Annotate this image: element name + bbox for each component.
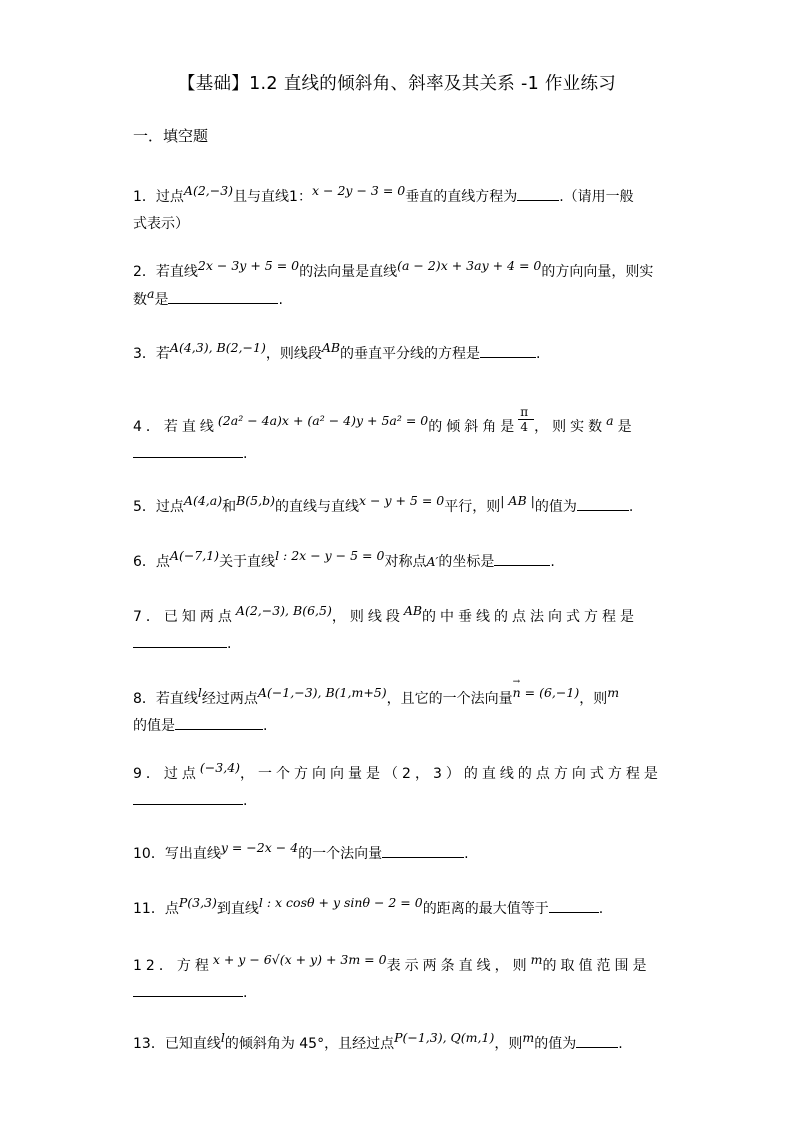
fraction-pi-over-4: $\frac{\pi}{4}$ <box>520 404 533 434</box>
answer-blank[interactable] <box>133 443 243 458</box>
question-8: 8．若直线l经过两点A(−1,−3), B(1,m+5)，且它的一个法向量→ n = (6,−1)，则m 的值是 . <box>133 685 663 740</box>
question-1: 1．过点A(2,−3)且与直线1：x − 2y − 3 = 0垂直的直线方程为 .（请用一般 式表示） <box>133 183 634 232</box>
math-expr: A(−1,−3), B(1,m+5) <box>257 685 387 700</box>
math-expr: A(−7,1) <box>169 548 220 563</box>
math-expr: → n = (6,−1) <box>513 679 580 706</box>
answer-blank[interactable] <box>133 790 243 805</box>
answer-blank[interactable] <box>133 633 227 648</box>
question-2: 2．若直线2x − 3y + 5 = 0的法向量是直线(a − 2)x + 3ay + 4 = 0的方向向量，则实 数a是 . <box>133 258 654 308</box>
answer-blank[interactable] <box>549 898 599 913</box>
math-expr: A(4,a) <box>183 493 223 508</box>
answer-blank[interactable] <box>168 289 278 304</box>
math-expr: A(2,−3), B(6,5) <box>235 603 332 618</box>
math-expr: (2a² − 4a)x + (a² − 4)y + 5a² = 0 <box>217 413 429 428</box>
question-6: 6．点A(−7,1)关于直线l : 2x − y − 5 = 0对称点A′的坐标是 . <box>133 548 555 570</box>
math-expr: m <box>522 1030 535 1045</box>
math-expr: l : x cosθ + y sinθ − 2 = 0 <box>258 895 423 910</box>
answer-blank[interactable] <box>577 496 629 511</box>
math-expr: A′ <box>426 554 439 569</box>
math-expr: a <box>147 286 155 301</box>
math-expr: x − 2y − 3 = 0 <box>311 183 406 198</box>
section-heading: 一．填空题 <box>133 127 209 145</box>
answer-blank[interactable] <box>494 551 550 566</box>
answer-blank[interactable] <box>175 715 263 730</box>
math-expr: l <box>220 1030 225 1045</box>
question-4: 4．若直线(2a² − 4a)x + (a² − 4)y + 5a² = 0的倾斜角是 $\frac{\pi}{4}$ ，则实数a是 . <box>133 404 636 462</box>
math-expr: a <box>606 413 618 428</box>
question-12: 12．方程x + y − 6√(x + y) + 3m = 0表示两条直线，则m的取值范围是 . <box>133 952 651 1001</box>
question-13: 13．已知直线l的倾斜角为 45°，且经过点P(−1,3), Q(m,1)，则m的值为 . <box>133 1030 623 1052</box>
math-expr: AB <box>321 340 341 355</box>
math-expr: m <box>530 952 543 967</box>
math-expr: A(2,−3) <box>183 183 234 198</box>
question-11: 11．点P(3,3)到直线l : x cosθ + y sinθ − 2 = 0的距离的最大值等于 . <box>133 895 604 917</box>
math-expr: m <box>607 685 620 700</box>
question-5: 5．过点A(4,a)和B(5,b)的直线与直线x − y + 5 = 0平行，则| AB |的值为 . <box>133 493 634 515</box>
math-expr: P(3,3) <box>178 895 217 910</box>
math-expr: 2x − 3y + 5 = 0 <box>197 258 300 273</box>
question-3: 3．若A(4,3), B(2,−1)，则线段AB的垂直平分线的方程是 . <box>133 340 541 362</box>
answer-blank[interactable] <box>133 982 243 997</box>
question-9: 9．过点(−3,4)，一个方向向量是（2，3）的直线的点方向式方程是 . <box>133 760 662 809</box>
math-expr: P(−1,3), Q(m,1) <box>394 1030 495 1045</box>
answer-blank[interactable] <box>382 843 464 858</box>
math-expr: AB <box>403 603 423 618</box>
answer-blank[interactable] <box>576 1033 618 1048</box>
math-expr: y = −2x − 4 <box>220 840 299 855</box>
math-expr: A(4,3), B(2,−1) <box>169 340 266 355</box>
math-expr: l : 2x − y − 5 = 0 <box>275 548 385 563</box>
question-10: 10．写出直线y = −2x − 4的一个法向量 . <box>133 840 469 862</box>
page-title: 【基础】1.2 直线的倾斜角、斜率及其关系 -1 作业练习 <box>177 74 617 94</box>
math-expr: (a − 2)x + 3ay + 4 = 0 <box>397 258 542 273</box>
math-expr: x − y + 5 = 0 <box>358 493 445 508</box>
question-7: 7．已知两点A(2,−3), B(6,5)，则线段AB的中垂线的点法向式方程是 . <box>133 603 639 652</box>
answer-blank[interactable] <box>517 186 559 201</box>
math-expr: B(5,b) <box>236 493 275 508</box>
answer-blank[interactable] <box>480 343 536 358</box>
math-expr: (−3,4) <box>199 760 241 775</box>
math-expr: | AB | <box>500 493 535 508</box>
math-expr: x + y − 6√(x + y) + 3m = 0 <box>212 952 387 967</box>
math-expr: l <box>197 685 202 700</box>
